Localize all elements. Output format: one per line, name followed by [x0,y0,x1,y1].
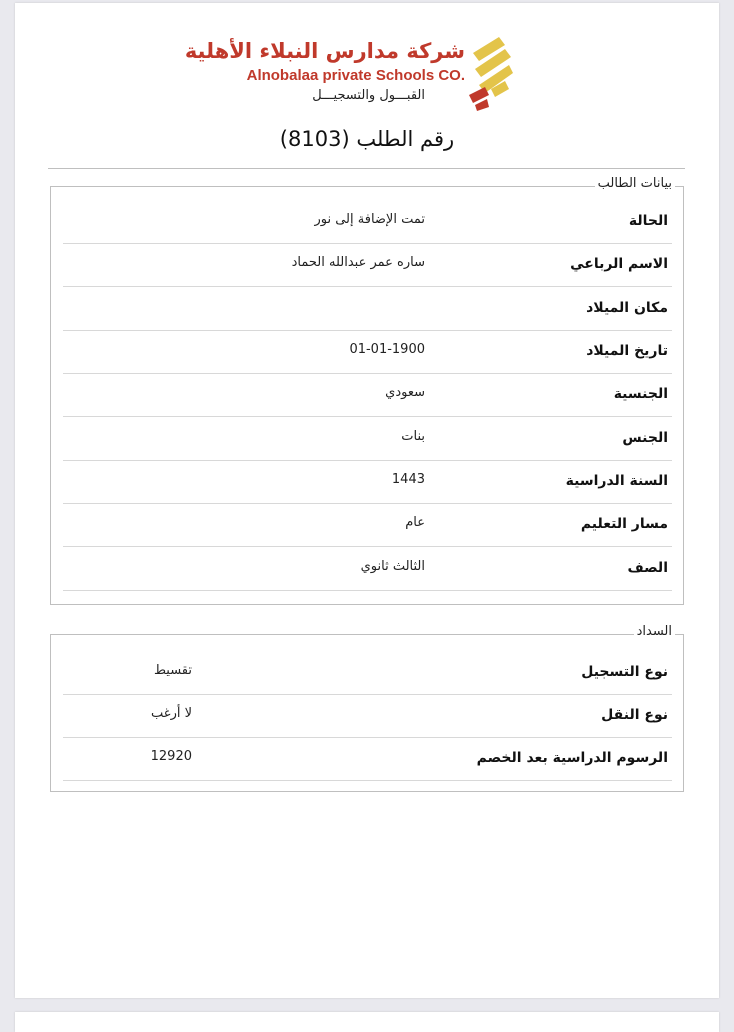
table-row [63,547,672,591]
field-label: الجنسية [613,386,668,402]
field-value: 01-01-1900 [349,342,425,357]
field-label: الجنس [622,430,668,446]
field-value: تقسيط [153,663,192,678]
field-label: الحالة [628,213,668,229]
logo-english-name: Alnobalaa private Schools CO. [246,67,465,84]
field-label: مسار التعليم [580,516,668,532]
logo-arabic-name: شركة مدارس النبلاء الأهلية [184,39,465,63]
field-value: 1443 [391,472,425,487]
table-row [63,417,672,461]
table-row [63,737,672,781]
field-label: مكان الميلاد [586,300,668,316]
field-value: سعودي [385,385,425,400]
section-legend: السداد [634,624,675,639]
field-value: تمت الإضافة إلى نور [314,212,425,227]
field-value: لا أرغب [151,706,192,721]
student-data-section [50,176,684,605]
field-value: بنات [401,429,425,444]
field-label: تاريخ الميلاد [586,343,668,359]
field-value: الثالث ثانوي [360,559,425,574]
payment-section [50,624,684,792]
section-legend: بيانات الطالب [595,176,675,191]
field-value: 12920 [150,749,192,764]
next-page-edge [15,1012,719,1032]
school-logo [184,33,515,113]
logo-mark-icon [465,35,515,111]
field-label: الرسوم الدراسية بعد الخصم [476,750,668,766]
field-label: نوع التسجيل [581,664,668,680]
table-row [63,287,672,331]
field-label: الاسم الرباعي [570,256,668,272]
table-row [63,373,672,417]
field-label: نوع النقل [601,707,668,723]
table-row [63,243,672,287]
document-page [15,3,719,998]
field-value: عام [405,515,425,530]
field-label: السنة الدراسية [565,473,668,489]
table-row [63,200,672,244]
table-row [63,503,672,547]
table-row [63,694,672,738]
title-divider [48,168,685,169]
table-row [63,330,672,374]
field-value: ساره عمر عبدالله الحماد [291,255,425,270]
logo-department: القبـــول والتسجيـــل [312,88,425,103]
table-row [63,651,672,695]
field-label: الصف [627,560,668,576]
table-row [63,460,672,504]
request-number-title: رقم الطلب (8103) [279,127,455,151]
